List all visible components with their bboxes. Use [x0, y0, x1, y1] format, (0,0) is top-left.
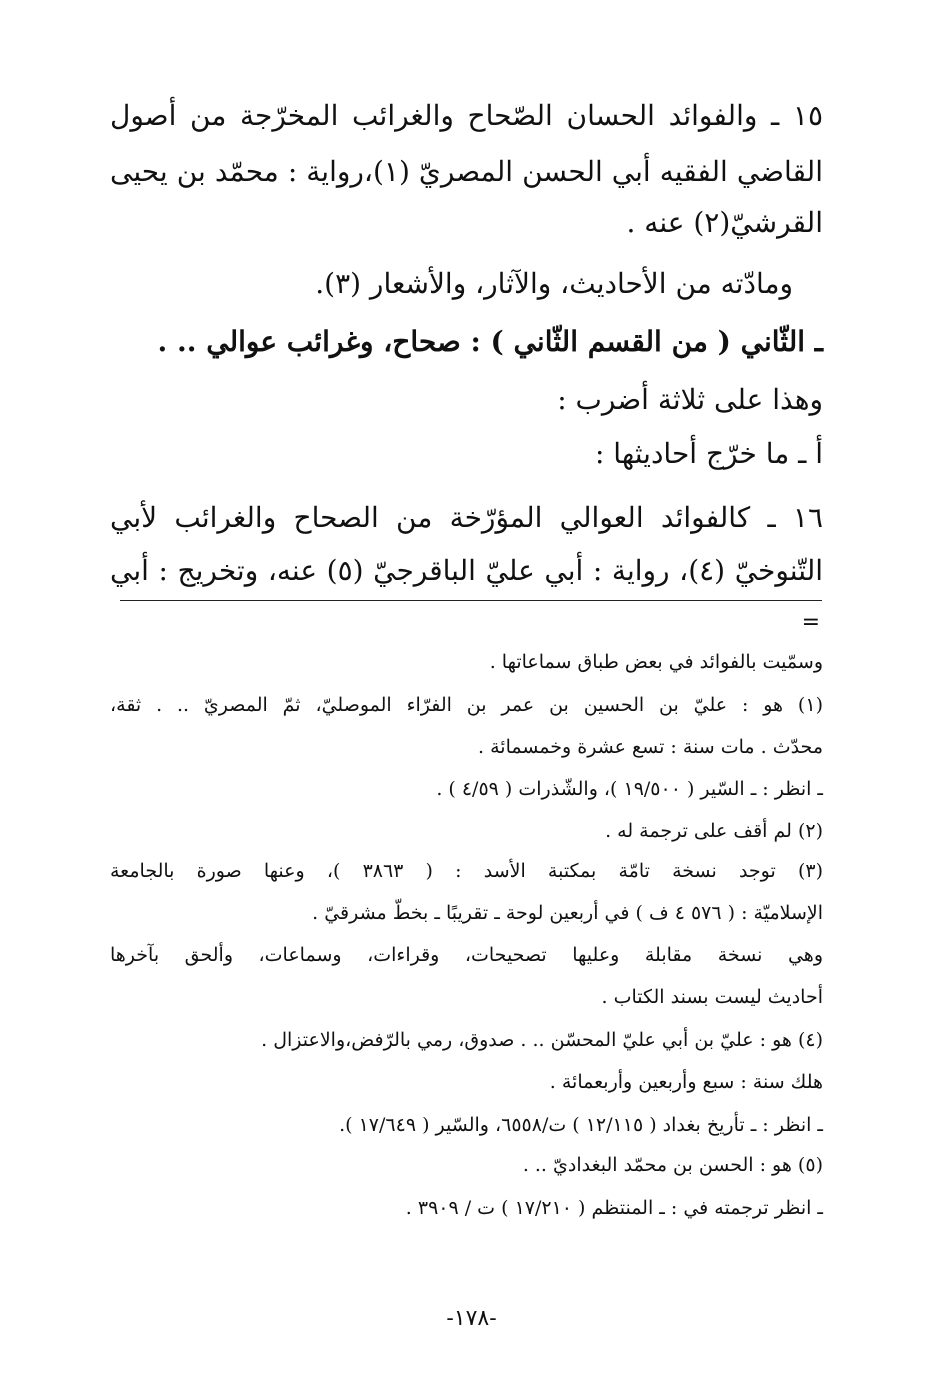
footnote-3-line-1: (٣) توجد نسخة تامّة بمكتبة الأسد : ( ٣٨٦٣ )، وعنها صورة بالجامعة — [110, 860, 823, 882]
continuation-mark: = — [801, 610, 820, 635]
footnote-continuation: وسمّيت بالفوائد في بعض طباق سماعاتها . — [489, 651, 823, 673]
footnote-4-line-2: هلك سنة : سبع وأربعين وأربعمائة . — [549, 1071, 823, 1093]
entry-15-content-line: ومادّته من الأحاديث، والآثار، والأشعار (٣). — [315, 267, 793, 300]
entry-16-line-2: التّنوخيّ (٤)، رواية : أبي عليّ الباقرجيّ (٥) عنه، وتخريج : أبي — [110, 554, 823, 587]
entry-15-line-2: القاضي الفقيه أبي الحسن المصريّ (١)،رواية : محمّد بن يحيى — [110, 155, 823, 188]
entry-16-line-1: ١٦ ـ كالفوائد العوالي المؤرّخة من الصحاح والغرائب لأبي — [110, 501, 823, 534]
footnote-5-reference: ـ انظر ترجمته في : ـ المنتظم ( ١٧/٢١٠ ) ت / ٣٩٠٩ . — [405, 1197, 823, 1219]
footnote-1-line-2: محدّث . مات سنة : تسع عشرة وخمسمائة . — [478, 736, 823, 758]
footnote-5: (٥) هو : الحسن بن محمّد البغداديّ .. . — [522, 1154, 823, 1176]
types-intro-line: وهذا على ثلاثة أضرب : — [557, 383, 823, 416]
footnote-4-reference: ـ انظر : ـ تأريخ بغداد ( ١٢/١١٥ ) ت/٦٥٥٨، والسّير ( ١٧/٦٤٩ ). — [339, 1114, 823, 1136]
page-number: -١٧٨- — [446, 1306, 497, 1331]
footnote-3-line-2: الإسلاميّة : ( ٥٧٦ ٤ ف ) في أربعين لوحة ـ تقريبًا ـ بخطّ مشرقيّ . — [312, 902, 823, 924]
section-heading: ـ الثّاني ( من القسم الثّاني ) : صحاح، وغرائب عوالي .. . — [157, 325, 823, 358]
footnote-3-line-3: وهي نسخة مقابلة وعليها تصحيحات، وقراءات، وسماعات، وألحق بآخرها — [110, 944, 823, 966]
entry-15-line-1: ١٥ ـ والفوائد الحسان الصّحاح والغرائب المخرّجة من أصول — [110, 99, 823, 132]
footnote-3-line-4: أحاديث ليست بسند الكتاب . — [601, 986, 823, 1008]
type-a-heading: أ ـ ما خرّج أحاديثها : — [594, 437, 823, 470]
footnote-separator — [120, 600, 822, 601]
footnote-1-line-1: (١) هو : عليّ بن الحسين بن عمر بن الفرّاء الموصليّ، ثمّ المصريّ .. . ثقة، — [110, 694, 823, 716]
footnote-4-line-1: (٤) هو : عليّ بن أبي عليّ المحسّن .. . صدوق، رمي بالرّفض،والاعتزال . — [261, 1029, 823, 1051]
footnote-2: (٢) لم أقف على ترجمة له . — [605, 820, 823, 842]
footnote-1-reference: ـ انظر : ـ السّير ( ١٩/٥٠٠ )، والشّذرات ( ٤/٥٩ ) . — [436, 778, 823, 800]
entry-15-line-3: القرشيّ(٢) عنه . — [626, 206, 823, 239]
